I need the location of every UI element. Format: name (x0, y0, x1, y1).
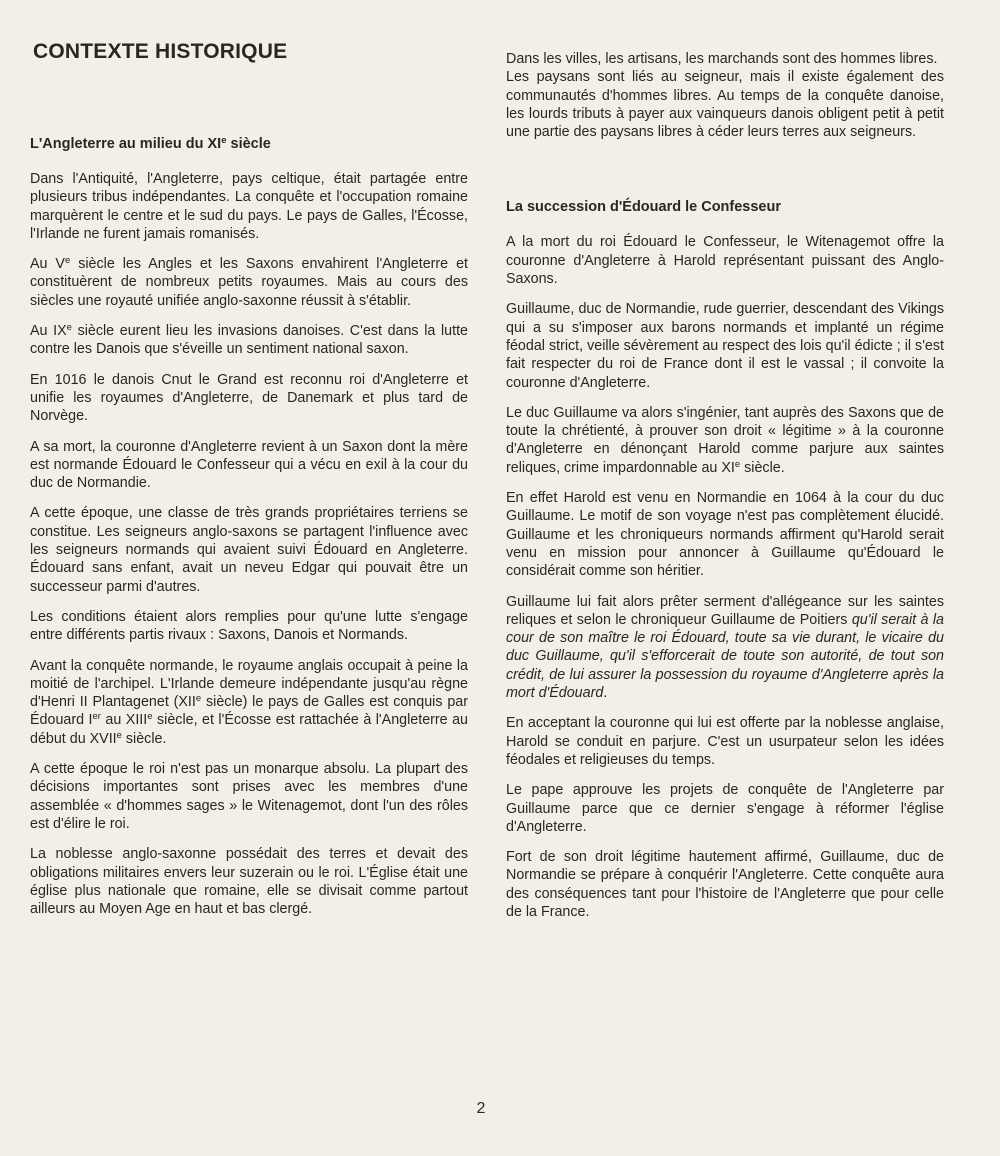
paragraph: Guillaume lui fait alors prêter serment d'allégeance sur les saintes reliques et selon le chroniqueur Guillaume de Poitiers qu'il serait à la cour de son maître le roi Édouard, toute sa vie durant, le vicaire du duc Guillaume, qu'il s'efforcerait de toute son autorité, de tout son crédit, de lui assurer la possession du royaume d'Angleterre après la mort d'Édouard. (506, 593, 944, 702)
right-column (506, 50, 944, 933)
paragraph: Dans les villes, les artisans, les marchands sont des hommes libres. (506, 51, 938, 67)
paragraph: Guillaume, duc de Normandie, rude guerrier, descendant des Vikings qui a su s'imposer aux barons normands et implanté un régime féodal strict, veille sévèrement au respect des lois qu'il édicte ; il s'est fait respecter du roi de France dont il est le vassal ; il convoite la couronne d'Angleterre. (506, 301, 944, 391)
paragraph: Dans l'Antiquité, l'Angleterre, pays celtique, était partagée entre plusieurs tribus indépendantes. La conquête et l'occupation romaine marquèrent le centre et le sud du pays. Le pays de Galles, l'Écosse, l'Irlande ne furent jamais romanisés. (30, 171, 468, 242)
page-number: 2 (476, 1100, 486, 1117)
paragraph: La noblesse anglo-saxonne possédait des terres et devait des obligations militaires envers leur suzerain ou le roi. L'Église était une église plus nationale que romaine, elle se divisait comme partout ailleurs au Moyen Age en haut et bas clergé. (30, 846, 468, 918)
paragraph: Les paysans sont liés au seigneur, mais il existe également des communautés d'hommes libres. Au temps de la conquête danoise, les lourds tributs à payer aux vainqueurs danois obligent petit à petit une partie des paysans libres à céder leurs terres aux seigneurs. (506, 69, 944, 141)
paragraph: Fort de son droit légitime hautement affirmé, Guillaume, duc de Normandie se prépare à conquérir l'Angleterre. Cette conquête aura des conséquences tant pour l'histoire de l'Angleterre que pour celle de la France. (506, 849, 944, 920)
quote-italic: qu'il serait à la cour de son maître le roi Édouard, toute sa vie durant, le vicaire du duc Guillaume, qu'il s'efforcerait de toute son autorité, de tout son crédit, de lui assurer la possession du royaume d'Angleterre après la mort d'Édouard (506, 611, 944, 702)
paragraph: En acceptant la couronne qui lui est offerte par la noblesse anglaise, Harold se conduit en parjure. C'est un usurpateur selon les idées féodales et religieuses du temps. (506, 715, 944, 768)
paragraph: A sa mort, la couronne d'Angleterre revient à un Saxon dont la mère est normande Édouard le Confesseur qui a vécu en exil à la cour du duc de Normandie. (30, 438, 468, 492)
paragraph: Le pape approuve les projets de conquête de l'Angleterre par Guillaume parce que ce dernier s'engage à réformer l'église d'Angleterre. (506, 782, 944, 835)
paragraph: Le duc Guillaume va alors s'ingénier, tant auprès des Saxons que de toute la chrétienté, à prouver son droit « légitime » à la couronne d'Angleterre en dénonçant Harold comme parjure aux saintes reliques, crime impardonnable au XIe siècle. (506, 404, 944, 476)
paragraph: Les conditions étaient alors remplies pour qu'une lutte s'engage entre différents partis rivaux : Saxons, Danois et Normands. (30, 608, 468, 644)
paragraph: Au IXe siècle eurent lieu les invasions danoises. C'est dans la lutte contre les Danois que s'éveille un sentiment national saxon. (30, 322, 468, 358)
paragraph: En effet Harold est venu en Normandie en 1064 à la cour du duc Guillaume. Le motif de son voyage n'est pas complètement élucidé. Guillaume et les chroniqueurs normands affirment qu'Harold serait venu en mission pour annoncer à Guillaume qu'Édouard le considérait comme son héritier. (506, 490, 944, 580)
section-heading-england: L'Angleterre au milieu du XIe siècle (30, 135, 271, 152)
page-title: CONTEXTE HISTORIQUE (33, 40, 288, 63)
section-heading-succession: La succession d'Édouard le Confesseur (506, 199, 781, 216)
paragraph: Avant la conquête normande, le royaume anglais occupait à peine la moitié de l'archipel. L'Irlande demeure indépendante jusqu'au règne d'Henri II Plantagenet (XIIe siècle) le pays de Galles est conquis par Édouard Ier au XIIIe siècle, et l'Écosse est rattachée à l'Angleterre au début du XVIIe siècle. (30, 657, 468, 747)
paragraph: A la mort du roi Édouard le Confesseur, le Witenagemot offre la couronne d'Angleterre à Harold représentant puissant des Anglo-Saxons. (506, 234, 944, 288)
left-column (30, 40, 468, 930)
paragraph: A cette époque le roi n'est pas un monarque absolu. La plupart des décisions importantes sont prises avec les membres d'une assemblée « d'hommes sages » le Witenagemot, dont l'un des rôles est d'élire le roi. (30, 761, 468, 832)
paragraph: Au Ve siècle les Angles et les Saxons envahirent l'Angleterre et constituèrent de nombreux petits royaumes. Mais au cours des siècles une royauté unifiée anglo-saxonne réussit à s'établir. (30, 255, 469, 309)
paragraph: En 1016 le danois Cnut le Grand est reconnu roi d'Angleterre et unifie les royaumes d'Angleterre, de Danemark et plus tard de Norvège. (30, 371, 468, 425)
paragraph: A cette époque, une classe de très grands propriétaires terriens se constitue. Les seigneurs anglo-saxons se partagent l'influence avec les seigneurs normands qui avaient suivi Édouard en Angleterre. Édouard sans enfant, avait un neveu Edgar qui pouvait être un successeur parmi d'autres. (30, 505, 468, 595)
